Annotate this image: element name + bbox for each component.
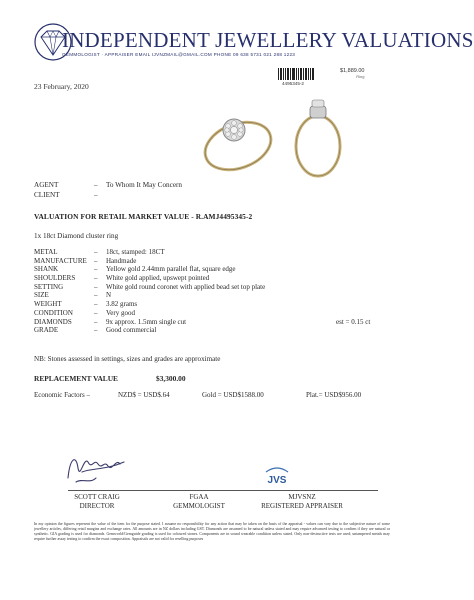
signatory-title: DIRECTOR	[79, 502, 115, 510]
agent-dash: –	[94, 181, 98, 189]
spec-value: White gold round coronet with applied bead set top plate	[106, 282, 266, 291]
price-tag	[340, 68, 364, 79]
spec-key: SETTING	[34, 282, 64, 291]
exchange-rate: NZD$ = USD$.64	[118, 391, 170, 399]
spec-dash: –	[94, 274, 98, 283]
signature-line	[68, 490, 378, 491]
agent-row	[34, 181, 182, 189]
replacement-value-label: REPLACEMENT VALUE	[34, 374, 118, 383]
replacement-value: $3,300.00	[156, 374, 186, 383]
spec-value: N	[106, 291, 112, 300]
signatory-director	[64, 493, 130, 511]
spec-key: SHANK	[34, 265, 59, 274]
economic-factors-label: Economic Factors –	[34, 391, 90, 399]
specification-list	[34, 248, 371, 335]
spec-row-shank	[34, 265, 265, 274]
ring-photo-front	[198, 96, 278, 174]
gold-price: Gold = USD$1588.00	[202, 391, 264, 399]
spec-dash: –	[94, 291, 98, 300]
disclaimer-text: In my opinion the figures represent the value of the item for the purpose stated. I assume no responsibility for any action that may be taken on the basis of the appraisal - values can vary due to the subjective nature of some jewellery articles, differing retail margins and exchange rates. All amounts are in NZ dollars including GST. Diamonds are assumed to be natural unless stated and may require advanced testing to confirm if they are natural or synthetic. GIA grading is used for diamonds. Gemworld/Gemguide grading is used for coloured stones. Components are in sound wearable condition unless stated. Only non-destructive tests are used; untampered metals may require further assay testing to confirm the exact composition. Appraisals are not valid for reselling purposes	[34, 522, 390, 541]
signature	[62, 448, 134, 488]
jvs-logo-icon	[262, 466, 292, 488]
spec-key: MANUFACTURE	[34, 256, 87, 265]
platinum-price: Plat.= USD$956.00	[306, 391, 362, 399]
signatory-name: SCOTT CRAIG	[74, 493, 120, 501]
spec-value: 9x approx. 1.5mm single cut	[106, 317, 187, 326]
spec-key: SHOULDERS	[34, 274, 76, 283]
spec-row-size	[34, 291, 265, 300]
spec-row-weight	[34, 300, 265, 309]
spec-dash: –	[94, 326, 98, 335]
spec-key: WEIGHT	[34, 300, 62, 309]
diamond-estimate: est = 0.15 ct	[336, 317, 371, 326]
client-dash: –	[94, 191, 98, 199]
valuation-title: VALUATION FOR RETAIL MARKET VALUE - R.AMJ4495345-2	[34, 212, 253, 221]
spec-row-condition	[34, 309, 265, 318]
spec-row-grade	[34, 326, 265, 335]
spec-dash: –	[94, 317, 98, 326]
spec-value: White gold applied, upswept pointed	[106, 274, 210, 283]
spec-dash: –	[94, 300, 98, 309]
spec-row-setting	[34, 283, 265, 292]
agent-value: To Whom It May Concern	[106, 181, 183, 189]
barcode	[278, 68, 318, 80]
signatory-gemmologist	[164, 493, 234, 511]
spec-value: 18ct, stamped: 18CT	[106, 248, 165, 256]
item-description: 1x 18ct Diamond cluster ring	[34, 232, 119, 240]
note-text: NB: Stones assessed in settings, sizes and grades are approximate	[34, 355, 221, 363]
document-date: 23 February, 2020	[34, 82, 89, 91]
spec-dash: –	[94, 282, 98, 291]
spec-dash: –	[94, 248, 98, 256]
spec-row-shoulders	[34, 274, 265, 283]
agent-label: AGENT	[34, 181, 59, 189]
client-label: CLIENT	[34, 191, 60, 199]
price-tag-note: Ring	[356, 74, 365, 79]
ring-photo-side	[288, 92, 350, 180]
spec-dash: –	[94, 265, 98, 274]
company-contact-line: GEMMOLOGIST · APPRAISER EMAIL IJVNZMAIL@GMAIL.COM PHONE 09 638 5731 021 288 1223	[62, 52, 296, 57]
spec-key: SIZE	[34, 291, 49, 300]
spec-dash: –	[94, 308, 98, 317]
spec-value: 3.82 grams	[106, 300, 138, 309]
spec-value: Handmade	[106, 256, 137, 265]
spec-key: GRADE	[34, 326, 59, 335]
spec-row-diamonds	[34, 317, 371, 327]
signatory-name: MJVSNZ	[288, 493, 316, 501]
price-tag-value: $1,889.00	[340, 68, 365, 74]
spec-value: Very good	[106, 308, 135, 317]
signatory-name: FGAA	[189, 493, 209, 501]
signatory-title: GEMMOLOGIST	[173, 502, 225, 510]
company-name: INDEPENDENT JEWELLERY VALUATIONS	[62, 28, 474, 52]
spec-row-manufacture	[34, 257, 265, 266]
spec-value: Good commercial	[106, 326, 157, 335]
spec-key: CONDITION	[34, 308, 73, 317]
spec-key: DIAMONDS	[34, 317, 72, 326]
spec-value: Yellow gold 2.44mm parallel flat, square edge	[106, 265, 236, 274]
signatory-title: REGISTERED APPRAISER	[261, 502, 343, 510]
signatory-appraiser	[252, 493, 352, 511]
jvs-logo-text: JVS	[267, 475, 287, 486]
spec-key: METAL	[34, 248, 58, 256]
client-row	[34, 191, 106, 199]
barcode-number: 4495345-2	[282, 81, 304, 86]
spec-dash: –	[94, 256, 98, 265]
spec-row-metal	[34, 248, 265, 257]
